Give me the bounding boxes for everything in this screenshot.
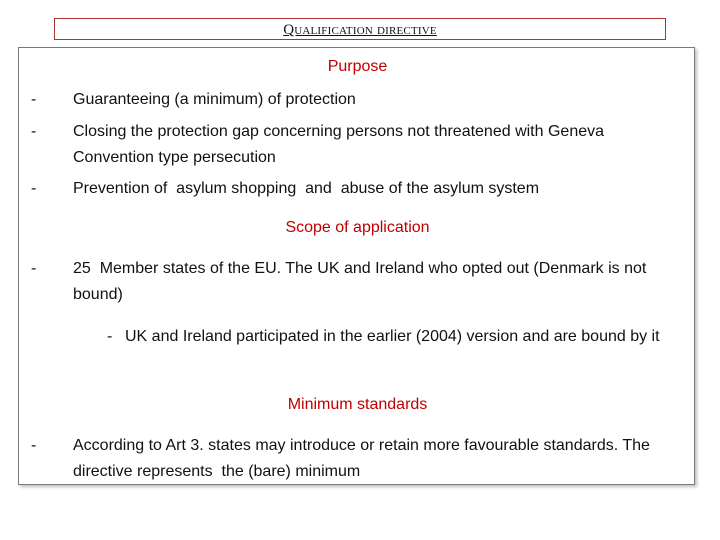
purpose-item-2 [31,119,681,171]
minimum-item-1 [31,433,693,485]
content-panel [18,47,695,485]
slide-title: Qualification directive [283,22,437,38]
purpose-item-3-text: Prevention of asylum shopping and abuse of the asylum system [73,180,540,197]
purpose-item-1-text: Guaranteeing (a minimum) of protection [73,91,356,108]
bullet-dash: - [107,328,113,345]
bullet-dash: - [31,437,37,454]
bullet-dash: - [31,180,37,197]
purpose-item-2-text: Closing the protection gap concerning persons not threatened with Geneva Convention type persecution [73,123,605,166]
bullet-dash: - [31,260,37,277]
slide-title-box [54,18,666,40]
scope-heading: Scope of application [285,219,430,236]
bullet-dash: - [31,91,37,108]
scope-item-1 [31,256,681,308]
scope-subitem-1 [107,324,667,350]
minimum-item-1-text: According to Art 3. states may introduce or retain more favourable standards. The directive represents the (bare) minimum [73,437,655,480]
purpose-item-3 [31,176,681,202]
purpose-item-1 [31,87,681,113]
minimum-heading: Minimum standards [287,396,428,413]
scope-subitem-1-text: UK and Ireland participated in the earlier (2004) version and are bound by it [125,328,660,345]
scope-item-1-text: 25 Member states of the EU. The UK and Ireland who opted out (Denmark is not bound) [73,260,651,303]
purpose-heading: Purpose [327,58,388,75]
bullet-dash: - [31,123,37,140]
